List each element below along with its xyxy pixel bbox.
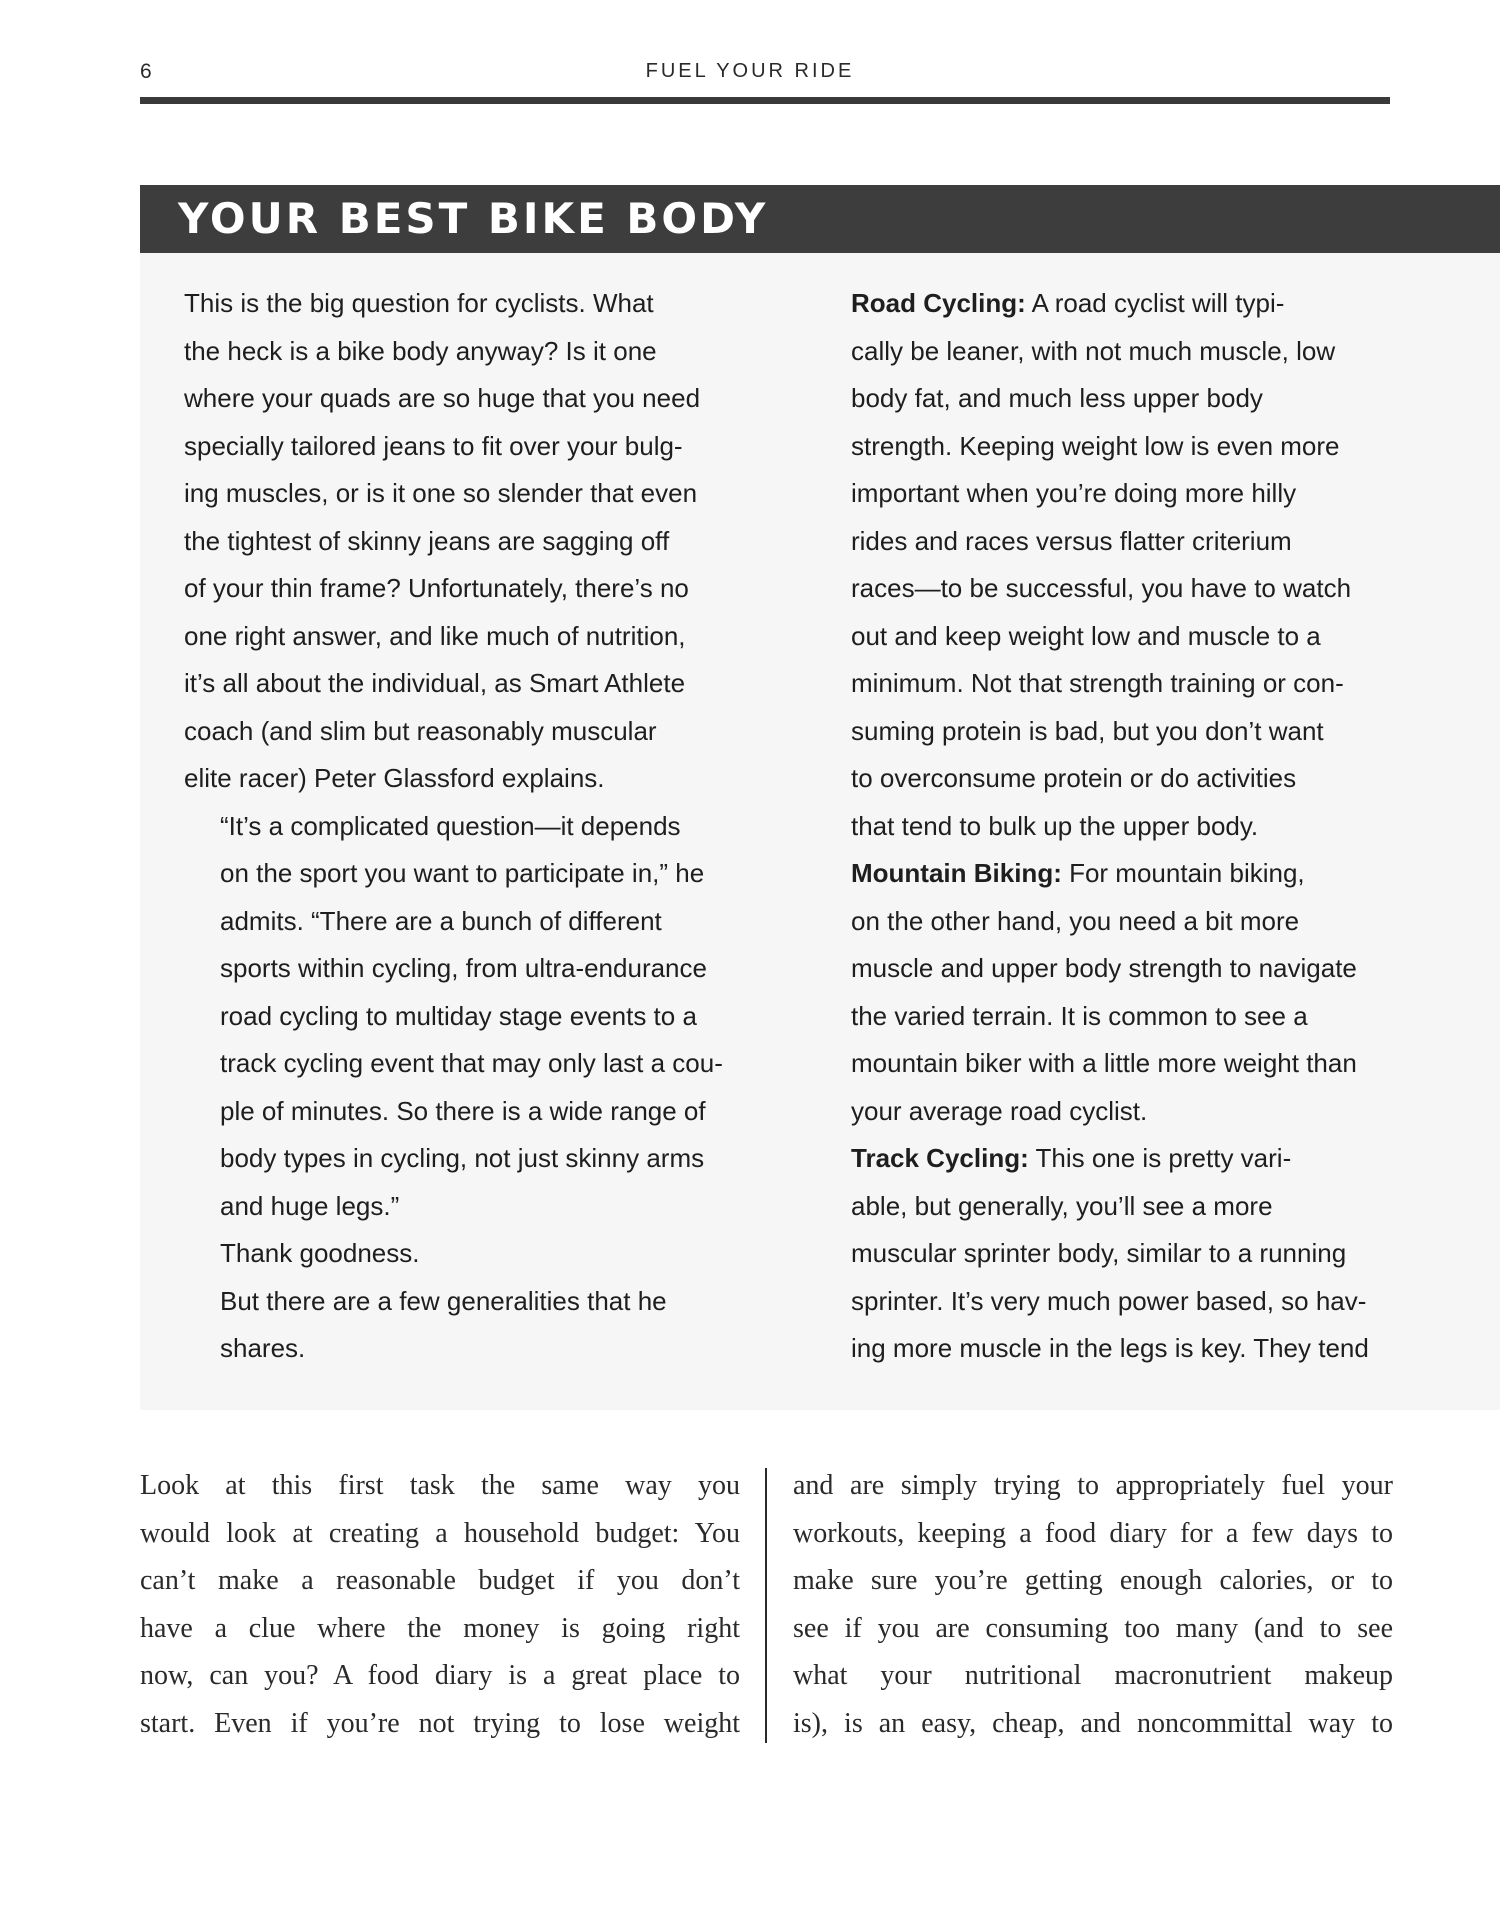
text-line: suming protein is bad, but you don’t want bbox=[851, 715, 1324, 746]
text-line: the tightest of skinny jeans are sagging off bbox=[184, 525, 670, 556]
sidebar-paragraph bbox=[184, 280, 764, 803]
text-line: coach (and slim but reasonably muscular bbox=[184, 715, 657, 746]
first-line-text: For mountain biking, bbox=[1061, 858, 1305, 888]
text-line: body types in cycling, not just skinny arms bbox=[220, 1143, 705, 1173]
page-number: 6 bbox=[140, 60, 153, 83]
sidebar-left-column bbox=[184, 280, 764, 1373]
first-line-text: This one is pretty vari- bbox=[1028, 1143, 1292, 1173]
paragraph-lines bbox=[815, 898, 1500, 1136]
text-line: Look at this first task the same way you bbox=[140, 1470, 740, 1501]
text-line: ing muscles, or is it one so slender that even bbox=[184, 478, 698, 508]
text-line: mountain biker with a little more weight than bbox=[851, 1048, 1357, 1078]
text-line: ple of minutes. So there is a wide range of bbox=[220, 1095, 706, 1126]
paragraph-first-line bbox=[815, 1135, 1500, 1183]
text-line: elite racer) Peter Glassford explains. bbox=[184, 763, 605, 793]
text-line: workouts, keeping a food diary for a few days to bbox=[793, 1517, 1393, 1549]
text-line: cally be leaner, with not much muscle, low bbox=[851, 335, 1336, 366]
body-right-column bbox=[793, 1462, 1393, 1747]
paragraph-lines bbox=[815, 328, 1500, 851]
text-line: “It’s a complicated question—it depends bbox=[220, 810, 681, 841]
road-cycling-paragraph bbox=[815, 280, 1500, 850]
running-head: FUEL YOUR RIDE bbox=[645, 60, 855, 82]
sidebar-paragraph bbox=[184, 1278, 764, 1373]
text-line: is), is an easy, cheap, and noncommittal way to bbox=[793, 1707, 1393, 1739]
text-line: This is the big question for cyclists. What bbox=[184, 288, 654, 318]
sidebar-box bbox=[140, 185, 1500, 1410]
text-line: road cycling to multiday stage events to a bbox=[220, 1000, 697, 1031]
text-line: have a clue where the money is going right bbox=[140, 1612, 740, 1644]
mountain-biking-paragraph bbox=[815, 850, 1500, 1135]
text-line: one right answer, and like much of nutrition, bbox=[184, 620, 686, 651]
text-line: where your quads are so huge that you need bbox=[184, 383, 701, 413]
text-line: track cycling event that may only last a cou- bbox=[220, 1048, 723, 1078]
text-line: important when you’re doing more hilly bbox=[851, 478, 1297, 508]
body-left-column bbox=[140, 1462, 740, 1747]
text-line: on the sport you want to participate in,” he bbox=[220, 858, 705, 888]
text-line: it’s all about the individual, as Smart Athlete bbox=[184, 668, 686, 698]
text-line: But there are a few generalities that he bbox=[220, 1285, 667, 1316]
text-line: shares. bbox=[220, 1333, 306, 1363]
sidebar-paragraph bbox=[184, 1230, 764, 1278]
text-line: your average road cyclist. bbox=[851, 1095, 1148, 1126]
text-line: make sure you’re getting enough calories, or to bbox=[793, 1565, 1393, 1596]
mountain-biking-lead: Mountain Biking: bbox=[851, 858, 1062, 888]
text-line: muscle and upper body strength to navigate bbox=[851, 953, 1357, 983]
text-line: rides and races versus flatter criterium bbox=[851, 525, 1292, 556]
text-line: minimum. Not that strength training or con- bbox=[851, 668, 1344, 698]
text-line: admits. “There are a bunch of different bbox=[220, 905, 662, 936]
text-line: the varied terrain. It is common to see a bbox=[851, 1000, 1308, 1031]
text-line: specially tailored jeans to fit over your bulg- bbox=[184, 430, 683, 461]
text-line: of your thin frame? Unfortunately, there’s no bbox=[184, 573, 689, 603]
text-line: body fat, and much less upper body bbox=[851, 383, 1263, 413]
text-line: what your nutritional macronutrient makeup bbox=[793, 1660, 1393, 1691]
text-line: able, but generally, you’ll see a more bbox=[851, 1190, 1273, 1221]
text-line: sprinter. It’s very much power based, so hav- bbox=[851, 1285, 1367, 1316]
text-line: and are simply trying to appropriately fuel your bbox=[793, 1470, 1393, 1501]
text-line: start. Even if you’re not trying to lose weight bbox=[140, 1707, 740, 1739]
text-line: and huge legs.” bbox=[220, 1190, 400, 1221]
sidebar-title: YOUR BEST BIKE BODY bbox=[178, 194, 769, 243]
text-line: to overconsume protein or do activities bbox=[851, 763, 1297, 793]
sidebar-banner bbox=[140, 185, 1500, 253]
text-line: strength. Keeping weight low is even more bbox=[851, 430, 1340, 461]
text-line: Thank goodness. bbox=[220, 1238, 420, 1268]
text-line: the heck is a bike body anyway? Is it one bbox=[184, 335, 657, 366]
paragraph-first-line bbox=[815, 850, 1500, 898]
text-line: muscular sprinter body, similar to a running bbox=[851, 1238, 1347, 1268]
first-line-text: A road cyclist will typi- bbox=[1025, 288, 1285, 318]
text-line: see if you are consuming too many (and to see bbox=[793, 1612, 1393, 1644]
text-line: that tend to bulk up the upper body. bbox=[851, 810, 1259, 841]
text-line: sports within cycling, from ultra-endurance bbox=[220, 953, 707, 983]
paragraph-first-line bbox=[815, 280, 1500, 328]
text-line: races—to be successful, you have to watch bbox=[851, 573, 1352, 603]
header-rule bbox=[140, 97, 1390, 104]
track-cycling-lead: Track Cycling: bbox=[851, 1143, 1029, 1173]
text-line: ing more muscle in the legs is key. They tend bbox=[851, 1333, 1369, 1363]
track-cycling-paragraph bbox=[815, 1135, 1500, 1373]
sidebar-right-column bbox=[815, 280, 1500, 1373]
sidebar-paragraph bbox=[184, 803, 764, 1231]
text-line: out and keep weight low and muscle to a bbox=[851, 620, 1321, 651]
column-divider bbox=[765, 1468, 767, 1743]
paragraph-lines bbox=[815, 1183, 1500, 1373]
road-cycling-lead: Road Cycling: bbox=[851, 288, 1026, 318]
text-line: now, can you? A food diary is a great place to bbox=[140, 1660, 740, 1691]
text-line: can’t make a reasonable budget if you don’t bbox=[140, 1565, 740, 1596]
text-line: would look at creating a household budget: You bbox=[140, 1517, 740, 1549]
text-line: on the other hand, you need a bit more bbox=[851, 905, 1300, 936]
